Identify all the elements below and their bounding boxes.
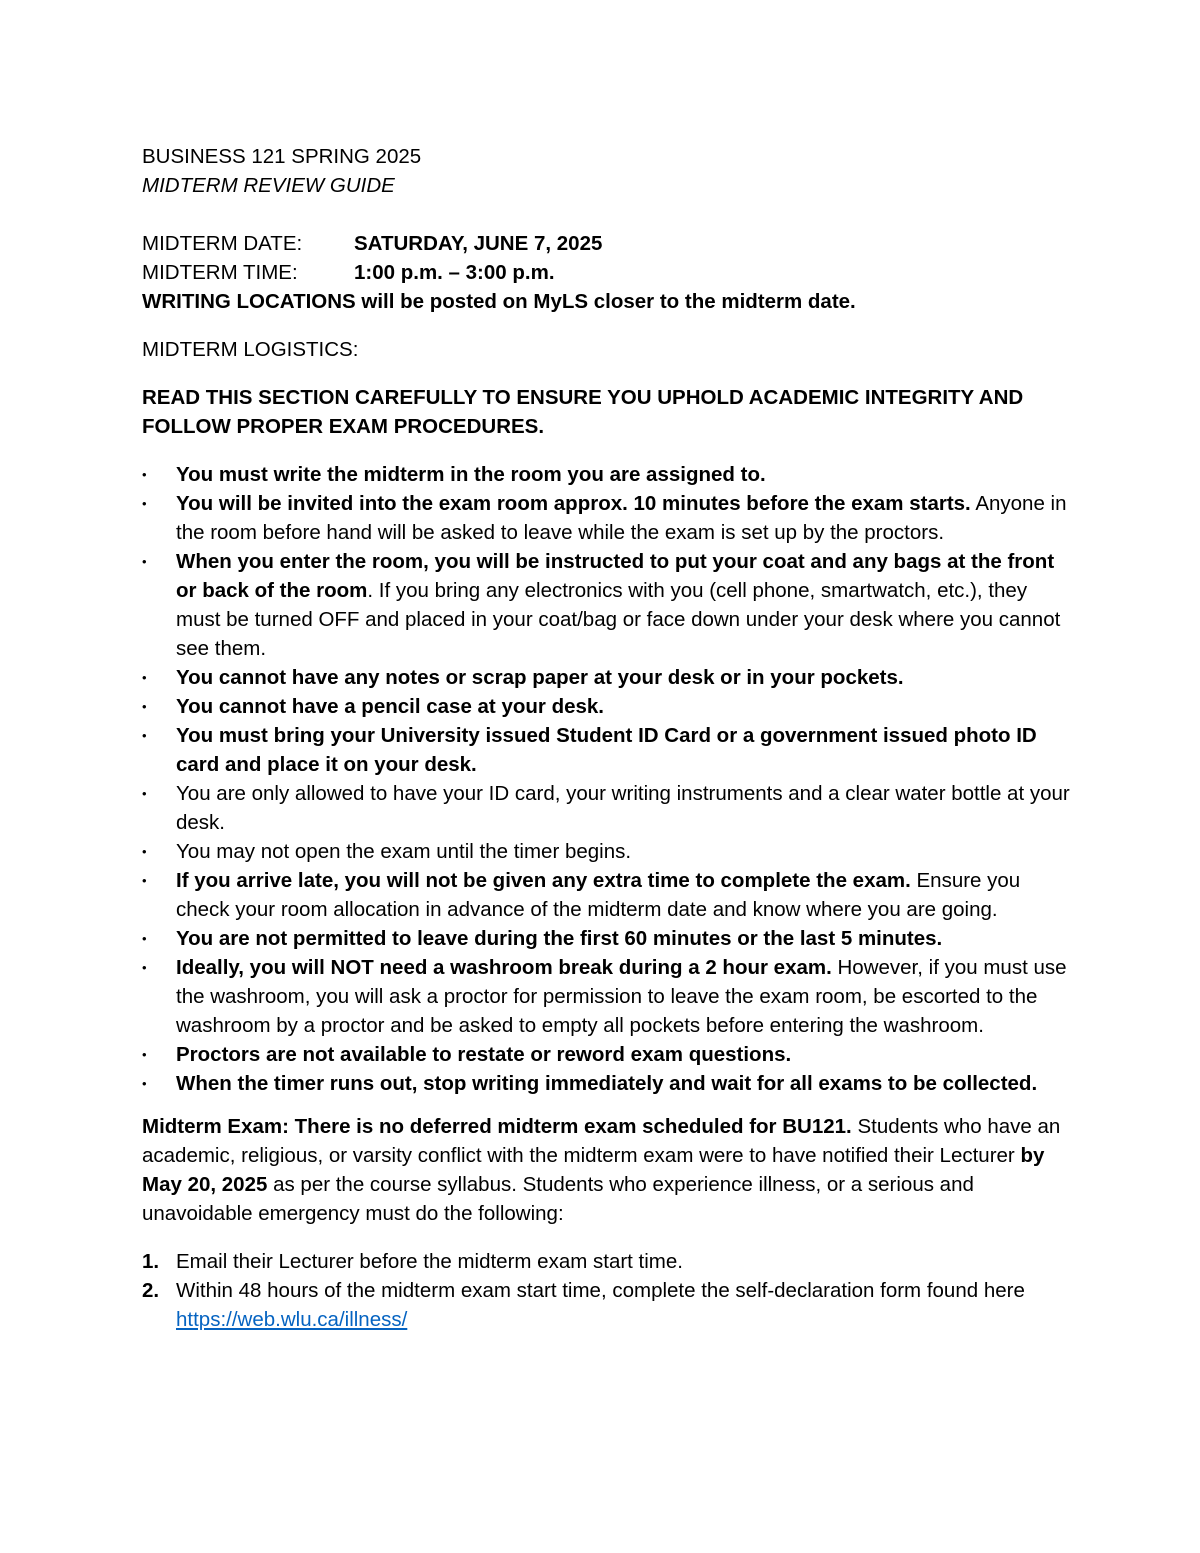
bullet-icon: • (142, 467, 147, 482)
exam-policy-paragraph: Midterm Exam: There is no deferred midterm exam scheduled for BU121. Students who have an academic, religious, or varsity conflict with the midterm exam were to have notified their Lecturer by May 20, 2025 as per the course syllabus. Students who experience illness, or a serious and unavoidable emergency must do the following: (142, 1115, 1061, 1225)
bullet-icon: • (142, 873, 147, 888)
document-content (142, 142, 1072, 1334)
bullet-icon: • (142, 699, 147, 714)
writing-locations-note: WRITING LOCATIONS will be posted on MyLS closer to the midterm date. (142, 290, 856, 313)
step-text: Email their Lecturer before the midterm exam start time. (176, 1250, 683, 1273)
bullet-icon: • (142, 844, 147, 859)
step-text: Within 48 hours of the midterm exam start time, complete the self-declaration form found here (176, 1279, 1025, 1302)
exam-policy-lead: Midterm Exam: There is no deferred midterm exam scheduled for BU121. (142, 1115, 852, 1138)
bullet-icon: • (142, 554, 147, 569)
list-item: • You may not open the exam until the timer begins. (142, 837, 1072, 866)
list-item: • If you arrive late, you will not be given any extra time to complete the exam. Ensure you check your room allocation in advance of the midterm date and know where you are going. (142, 866, 1072, 924)
list-item: • You cannot have any notes or scrap paper at your desk or in your pockets. (142, 663, 1072, 692)
midterm-time-label: MIDTERM TIME: (142, 261, 298, 284)
guide-title: MIDTERM REVIEW GUIDE (142, 174, 395, 197)
midterm-date-value: SATURDAY, JUNE 7, 2025 (354, 232, 603, 255)
bullet-icon: • (142, 670, 147, 685)
list-item: • You will be invited into the exam room approx. 10 minutes before the exam starts. Anyone in the room before hand will be asked to leave while the exam is set up by the proctors. (142, 489, 1072, 547)
bullet-icon: • (142, 728, 147, 743)
logistics-warning: READ THIS SECTION CAREFULLY TO ENSURE YOU UPHOLD ACADEMIC INTEGRITY AND FOLLOW PROPER EXAM PROCEDURES. (142, 386, 1024, 438)
list-item: • You are not permitted to leave during the first 60 minutes or the last 5 minutes. (142, 924, 1072, 953)
bullet-icon: • (142, 1047, 147, 1062)
step-number: 2. (142, 1279, 160, 1302)
list-item (142, 1276, 1072, 1334)
midterm-time-value: 1:00 p.m. – 3:00 p.m. (354, 261, 555, 284)
bullet-icon: • (142, 1076, 147, 1091)
logistics-heading: MIDTERM LOGISTICS: (142, 338, 359, 361)
logistics-bullet-list (142, 460, 1072, 1098)
list-item: • When you enter the room, you will be instructed to put your coat and any bags at the front or back of the room. If you bring any electronics with you (cell phone, smartwatch, etc.), they must be turned OFF and placed in your coat/bag or face down under your desk where you cannot see them. (142, 547, 1072, 663)
list-item: • You cannot have a pencil case at your desk. (142, 692, 1072, 721)
list-item: • You must write the midterm in the room you are assigned to. (142, 460, 1072, 489)
list-item: • You are only allowed to have your ID card, your writing instruments and a clear water bottle at your desk. (142, 779, 1072, 837)
illness-form-link[interactable]: https://web.wlu.ca/illness/ (176, 1308, 408, 1331)
midterm-time-row (142, 258, 1072, 287)
list-item: • You must bring your University issued Student ID Card or a government issued photo ID card and place it on your desk. (142, 721, 1072, 779)
exam-policy-deadline: by May 20, 2025 (142, 1144, 1045, 1196)
midterm-date-label: MIDTERM DATE: (142, 232, 303, 255)
list-item: • Proctors are not available to restate or reword exam questions. (142, 1040, 1072, 1069)
step-number: 1. (142, 1250, 160, 1273)
list-item: • Ideally, you will NOT need a washroom break during a 2 hour exam. However, if you must use the washroom, you will ask a proctor for permission to leave the exam room, be escorted to the washroom by a proctor and be asked to empty all pockets before entering the washroom. (142, 953, 1072, 1040)
midterm-date-row (142, 229, 1072, 258)
bullet-icon: • (142, 496, 147, 511)
procedure-steps-list (142, 1247, 1072, 1334)
course-title: BUSINESS 121 SPRING 2025 (142, 145, 422, 168)
bullet-icon: • (142, 931, 147, 946)
list-item (142, 1247, 1072, 1276)
list-item: • When the timer runs out, stop writing immediately and wait for all exams to be collected. (142, 1069, 1072, 1098)
bullet-icon: • (142, 960, 147, 975)
bullet-icon: • (142, 786, 147, 801)
